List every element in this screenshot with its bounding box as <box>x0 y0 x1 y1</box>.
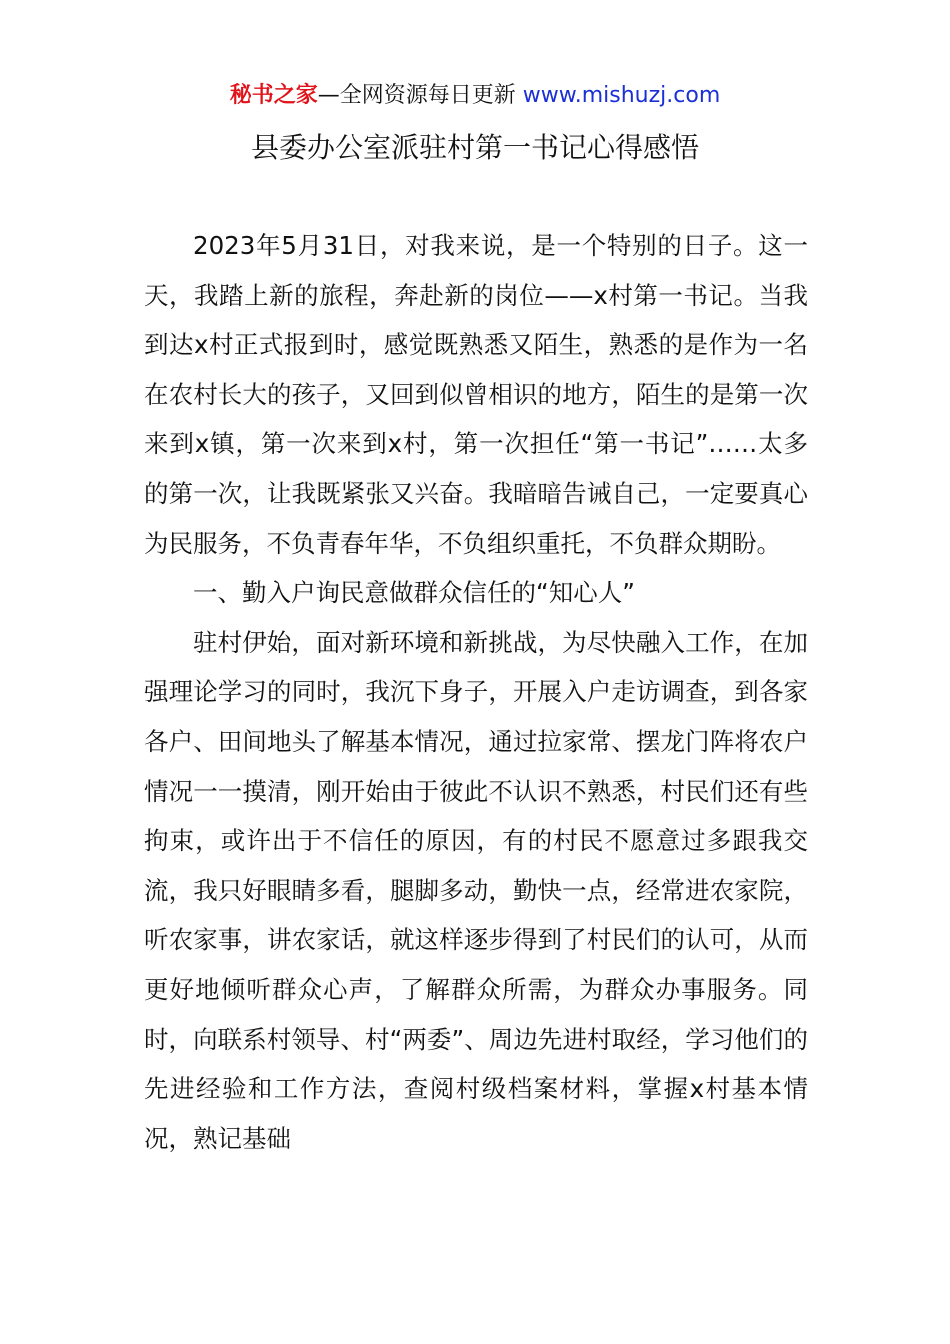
paragraph-section-1: 驻村伊始，面对新环境和新挑战，为尽快融入工作，在加强理论学习的同时，我沉下身子，开展入户走访调查，到各家各户、田间地头了解基本情况，通过拉家常、摆龙门阵将农户情况一一摸清，刚开始由于彼此不认识不熟悉，村民们还有些拘束，或许出于不信任的原因，有的村民不愿意过多跟我交流，我只好眼睛多看，腿脚多动，勤快一点，经常进农家院，听农家事，讲农家话，就这样逐步得到了村民们的认可，从而更好地倾听群众心声，了解群众所需，为群众办事服务。同时，向联系村领导、村“两委”、周边先进村取经，学习他们的先进经验和工作方法，查阅村级档案材料，掌握x村基本情况，熟记基础 <box>144 627 808 1153</box>
brand-name: 秘书之家 <box>229 83 318 108</box>
site-header <box>0 80 950 112</box>
header-tagline: —全网资源每日更新 <box>317 83 523 108</box>
document-body <box>144 221 808 1163</box>
site-url: www.mishuzj.com <box>522 83 721 108</box>
paragraph-intro: 2023年5月31日，对我来说，是一个特别的日子。这一天，我踏上新的旅程，奔赴新的岗位——x村第一书记。当我到达x村正式报到时，感觉既熟悉又陌生，熟悉的是作为一名在农村长大的孩子，又回到似曾相识的地方，陌生的是第一次来到x镇，第一次来到x村，第一次担任“第一书记”……太多的第一次，让我既紧张又兴奋。我暗暗告诫自己，一定要真心为民服务，不负青春年华，不负组织重托，不负群众期盼。 <box>144 231 808 558</box>
document-title: 县委办公室派驻村第一书记心得感悟 <box>250 131 699 164</box>
section-heading: 一、勤入户询民意做群众信任的“知心人” <box>193 578 635 608</box>
